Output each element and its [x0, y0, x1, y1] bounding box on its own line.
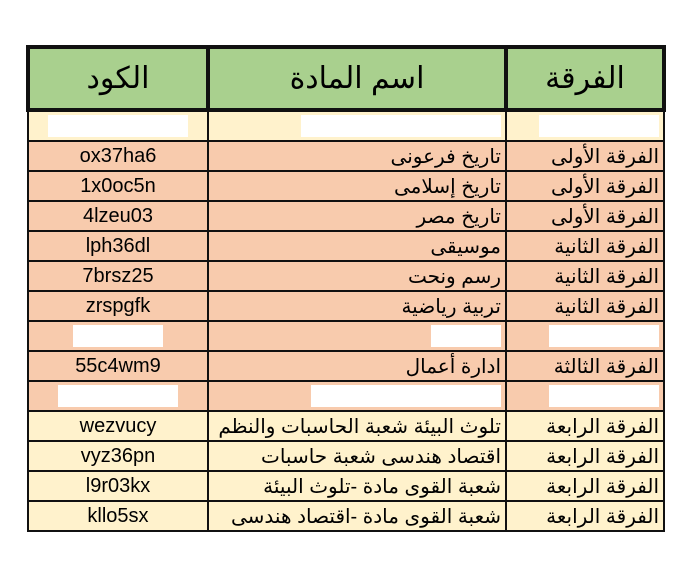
cell-code: vyz36pn	[28, 441, 208, 471]
cell-code: lph36dl	[28, 231, 208, 261]
table-row	[28, 171, 664, 201]
cell-grade: الفرقة الرابعة	[506, 471, 664, 501]
cell-code: kllo5sx	[28, 501, 208, 531]
cell-grade: الفرقة الثانية	[506, 261, 664, 291]
cell-subject: ادارة أعمال	[208, 351, 506, 381]
table-row	[28, 261, 664, 291]
cell-subject: تاريخ مصر	[208, 201, 506, 231]
cell-grade	[506, 321, 664, 351]
cell-code: wezvucy	[28, 411, 208, 441]
cell-grade	[506, 110, 664, 141]
redaction-box	[431, 325, 501, 347]
cell-subject: شعبة القوى مادة -اقتصاد هندسى	[208, 501, 506, 531]
subjects-table	[26, 45, 666, 532]
cell-subject: اقتصاد هندسى شعبة حاسبات	[208, 441, 506, 471]
cell-subject: شعبة القوى مادة -تلوث البيئة	[208, 471, 506, 501]
cell-grade: الفرقة الأولى	[506, 201, 664, 231]
header-subject: اسم المادة	[208, 47, 506, 110]
cell-code	[28, 381, 208, 411]
redaction-box	[58, 385, 178, 407]
header-grade: الفرقة	[506, 47, 664, 110]
redacted-row	[28, 381, 664, 411]
cell-subject: تاريخ فرعونى	[208, 141, 506, 171]
cell-subject	[208, 110, 506, 141]
redaction-box	[48, 115, 188, 137]
cell-grade	[506, 381, 664, 411]
cell-grade: الفرقة الرابعة	[506, 501, 664, 531]
cell-grade: الفرقة الثانية	[506, 231, 664, 261]
header-code: الكود	[28, 47, 208, 110]
cell-code: ox37ha6	[28, 141, 208, 171]
table-row	[28, 141, 664, 171]
cell-code: l9r03kx	[28, 471, 208, 501]
header-row	[28, 47, 664, 110]
cell-code: 4lzeu03	[28, 201, 208, 231]
cell-grade: الفرقة الرابعة	[506, 411, 664, 441]
redaction-box	[311, 385, 501, 407]
table-row	[28, 471, 664, 501]
cell-subject	[208, 321, 506, 351]
table-row	[28, 501, 664, 531]
cell-subject	[208, 381, 506, 411]
cell-code: zrspgfk	[28, 291, 208, 321]
cell-subject: موسيقى	[208, 231, 506, 261]
cell-grade: الفرقة الأولى	[506, 171, 664, 201]
cell-subject: تلوث البيئة شعبة الحاسبات والنظم	[208, 411, 506, 441]
cell-code	[28, 321, 208, 351]
redacted-row	[28, 321, 664, 351]
cell-code: 7brsz25	[28, 261, 208, 291]
table-row	[28, 411, 664, 441]
cell-grade: الفرقة الثانية	[506, 291, 664, 321]
cell-grade: الفرقة الثالثة	[506, 351, 664, 381]
table-row	[28, 291, 664, 321]
redaction-box	[539, 115, 659, 137]
redaction-box	[549, 385, 659, 407]
cell-code	[28, 110, 208, 141]
cell-subject: رسم ونحت	[208, 261, 506, 291]
cell-subject: تربية رياضية	[208, 291, 506, 321]
cell-grade: الفرقة الأولى	[506, 141, 664, 171]
table-row	[28, 231, 664, 261]
table-row	[28, 201, 664, 231]
redaction-box	[73, 325, 163, 347]
redacted-row	[28, 110, 664, 141]
cell-grade: الفرقة الرابعة	[506, 441, 664, 471]
cell-code: 55c4wm9	[28, 351, 208, 381]
redaction-box	[301, 115, 501, 137]
table-row	[28, 441, 664, 471]
cell-code: 1x0oc5n	[28, 171, 208, 201]
cell-subject: تاريخ إسلامى	[208, 171, 506, 201]
redaction-box	[549, 325, 659, 347]
table-row	[28, 351, 664, 381]
